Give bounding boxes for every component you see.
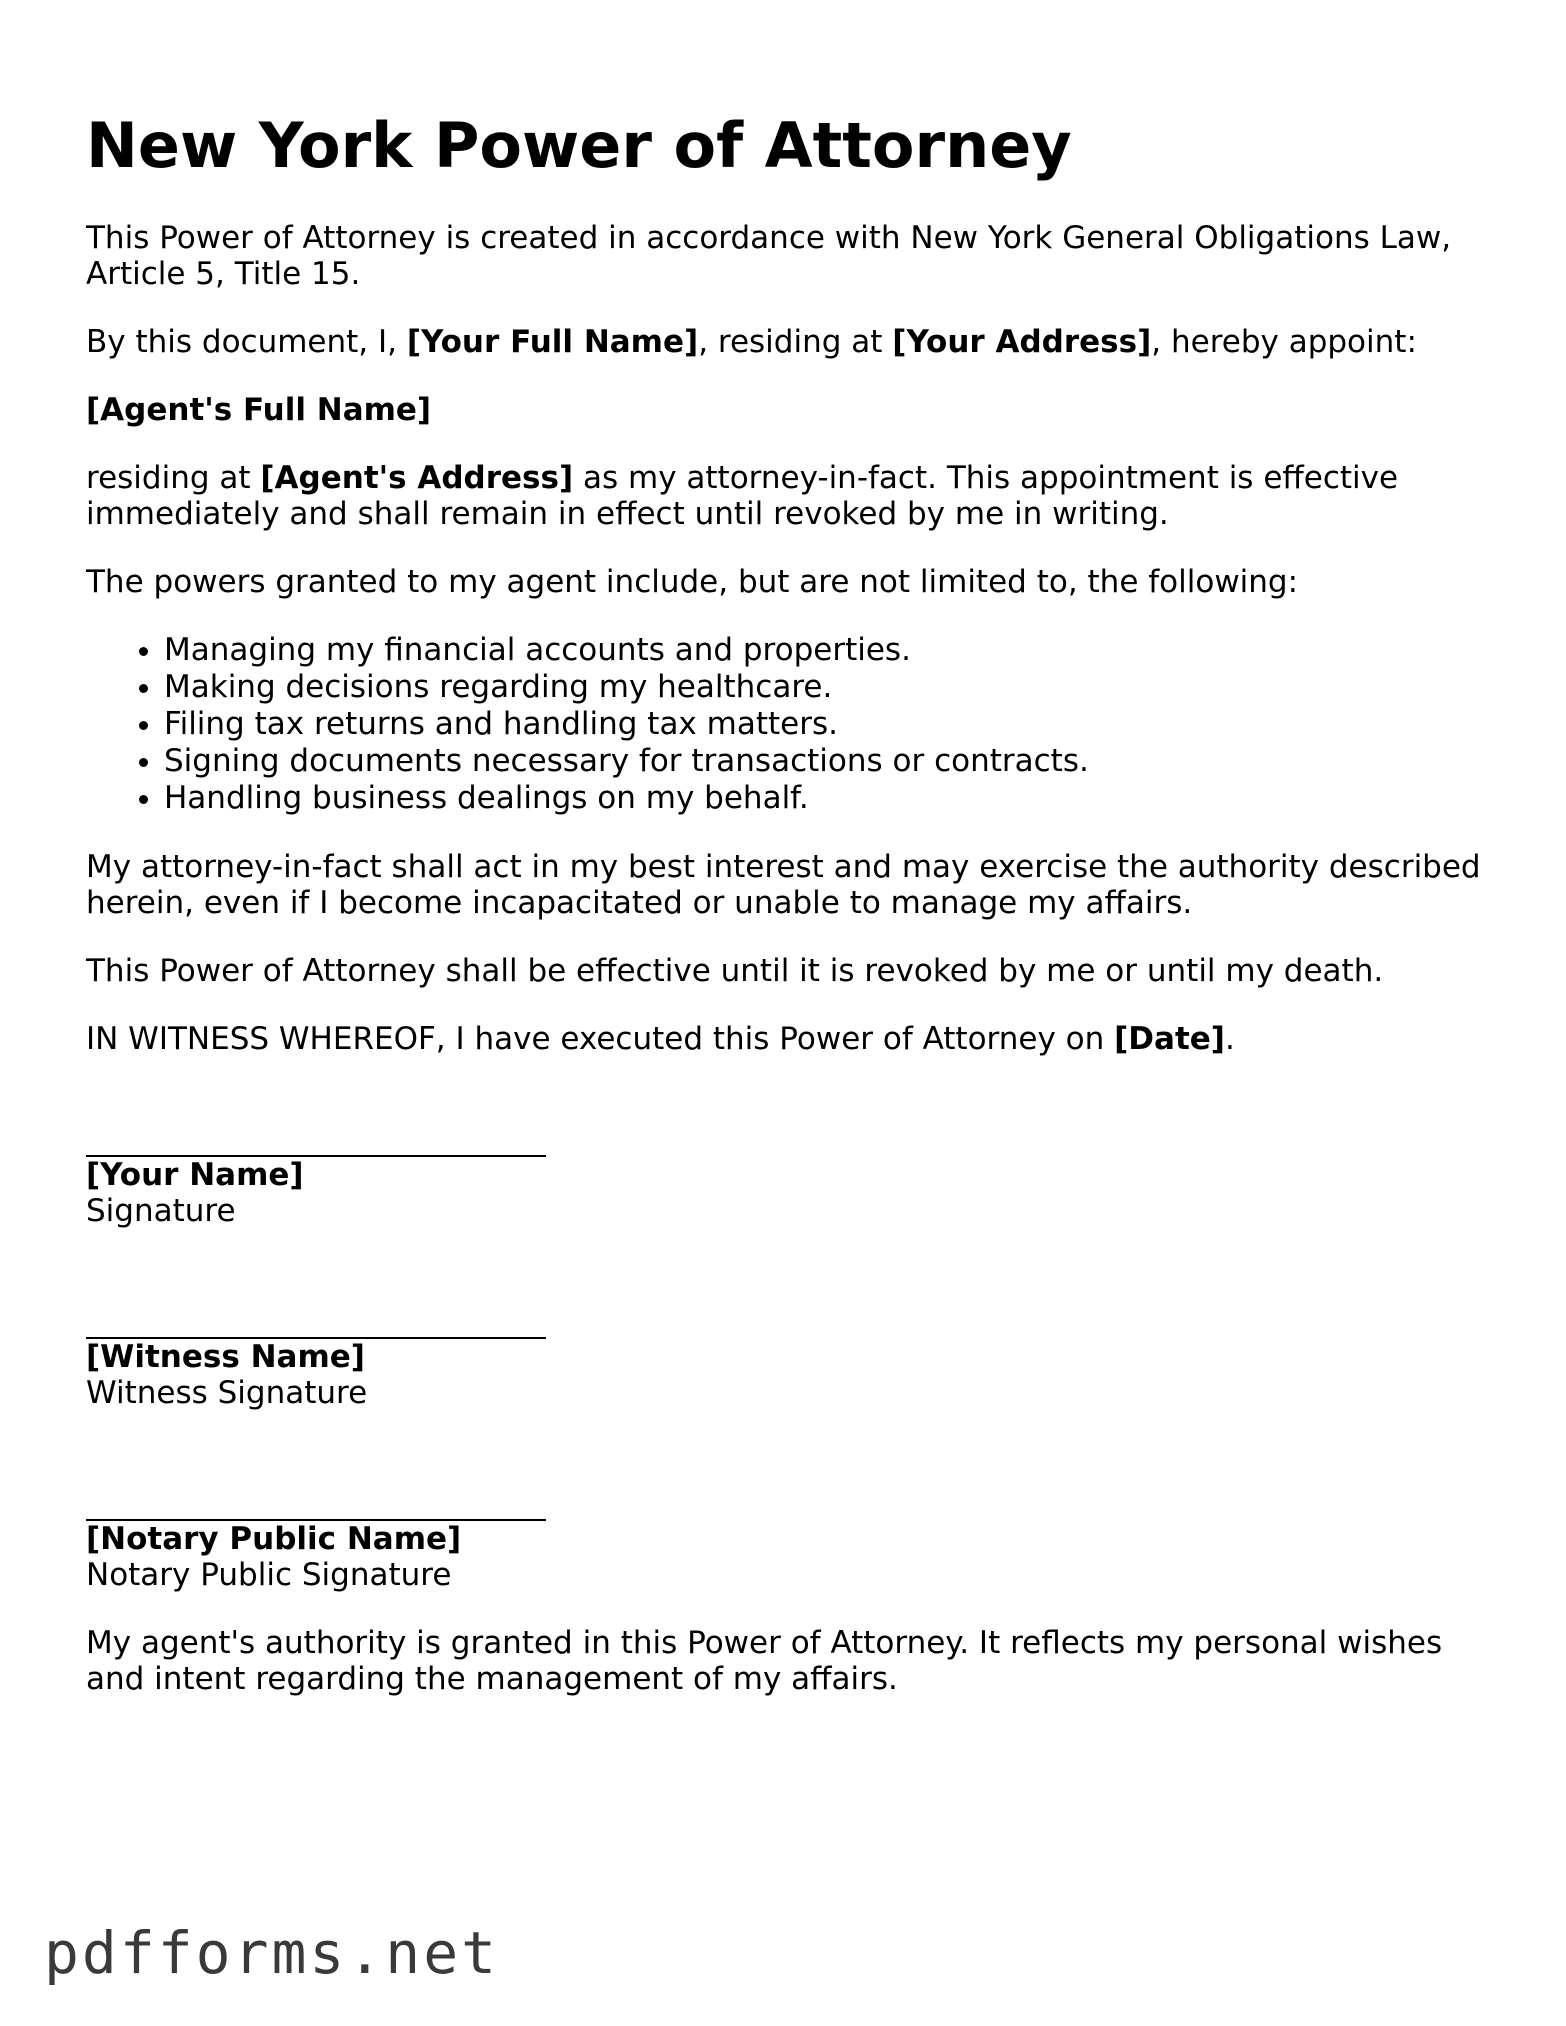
list-item: • Managing my financial accounts and properties. <box>164 632 1506 669</box>
agent-residence-paragraph <box>86 460 1506 532</box>
signer-name: [Your Name] <box>86 1157 304 1193</box>
signature-line[interactable] <box>86 1117 546 1157</box>
agent-address-placeholder: [Agent's Address] <box>260 460 574 496</box>
signer-role: Witness Signature <box>86 1375 368 1411</box>
signer-name: [Witness Name] <box>86 1339 365 1375</box>
principal-signature <box>86 1117 1506 1229</box>
witness-clause-suffix: . <box>1224 1021 1235 1057</box>
agent-residence-prefix: residing at <box>86 460 261 496</box>
powers-intro: The powers granted to my agent include, but are not limited to, the following: <box>86 564 1299 600</box>
effective-paragraph: This Power of Attorney shall be effective until it is revoked by me or until my death. <box>86 953 1384 989</box>
signer-role: Signature <box>86 1193 236 1229</box>
principal-name-placeholder: [Your Full Name] <box>406 324 699 360</box>
intro-paragraph: This Power of Attorney is created in accordance with New York General Obligations Law, Article 5, Title 15. <box>86 220 1452 292</box>
appointment-suffix: , hereby appoint: <box>1151 324 1417 360</box>
document-page <box>86 106 1506 1729</box>
appointment-prefix: By this document, I, <box>86 324 407 360</box>
agent-name-paragraph <box>86 392 1506 428</box>
document-title: New York Power of Attorney <box>86 109 1072 182</box>
principal-address-placeholder: [Your Address] <box>892 324 1152 360</box>
signature-line[interactable] <box>86 1299 546 1339</box>
authority-paragraph: My attorney-in-fact shall act in my best interest and may exercise the authority described herein, even if I become incapacitated or unable to manage my affairs. <box>86 849 1481 921</box>
list-item: • Signing documents necessary for transactions or contracts. <box>164 743 1506 780</box>
witness-clause-prefix: IN WITNESS WHEREOF, I have executed this Power of Attorney on <box>86 1021 1115 1057</box>
list-item: • Filing tax returns and handling tax matters. <box>164 706 1506 743</box>
witness-clause <box>86 1021 1506 1057</box>
powers-list <box>86 632 1506 817</box>
notary-signature <box>86 1481 1506 1593</box>
list-item: • Handling business dealings on my behalf. <box>164 780 1506 817</box>
appointment-paragraph <box>86 324 1506 360</box>
agent-residence-suffix: as my attorney-in-fact. This appointment is effective immediately and shall remain in effect until revoked by me in writing. <box>86 460 1399 532</box>
signer-role: Notary Public Signature <box>86 1557 452 1593</box>
agent-name-placeholder: [Agent's Full Name] <box>86 392 432 428</box>
signature-block <box>86 1117 1506 1593</box>
signature-line[interactable] <box>86 1481 546 1521</box>
list-item: • Making decisions regarding my healthcare. <box>164 669 1506 706</box>
witness-signature <box>86 1299 1506 1411</box>
signer-name: [Notary Public Name] <box>86 1521 462 1557</box>
date-placeholder: [Date] <box>1114 1021 1225 1057</box>
closing-paragraph: My agent's authority is granted in this Power of Attorney. It reflects my personal wishes and intent regarding the management of my affairs. <box>86 1625 1443 1697</box>
watermark: pdfforms.net <box>44 1919 500 1987</box>
appointment-middle: , residing at <box>698 324 893 360</box>
